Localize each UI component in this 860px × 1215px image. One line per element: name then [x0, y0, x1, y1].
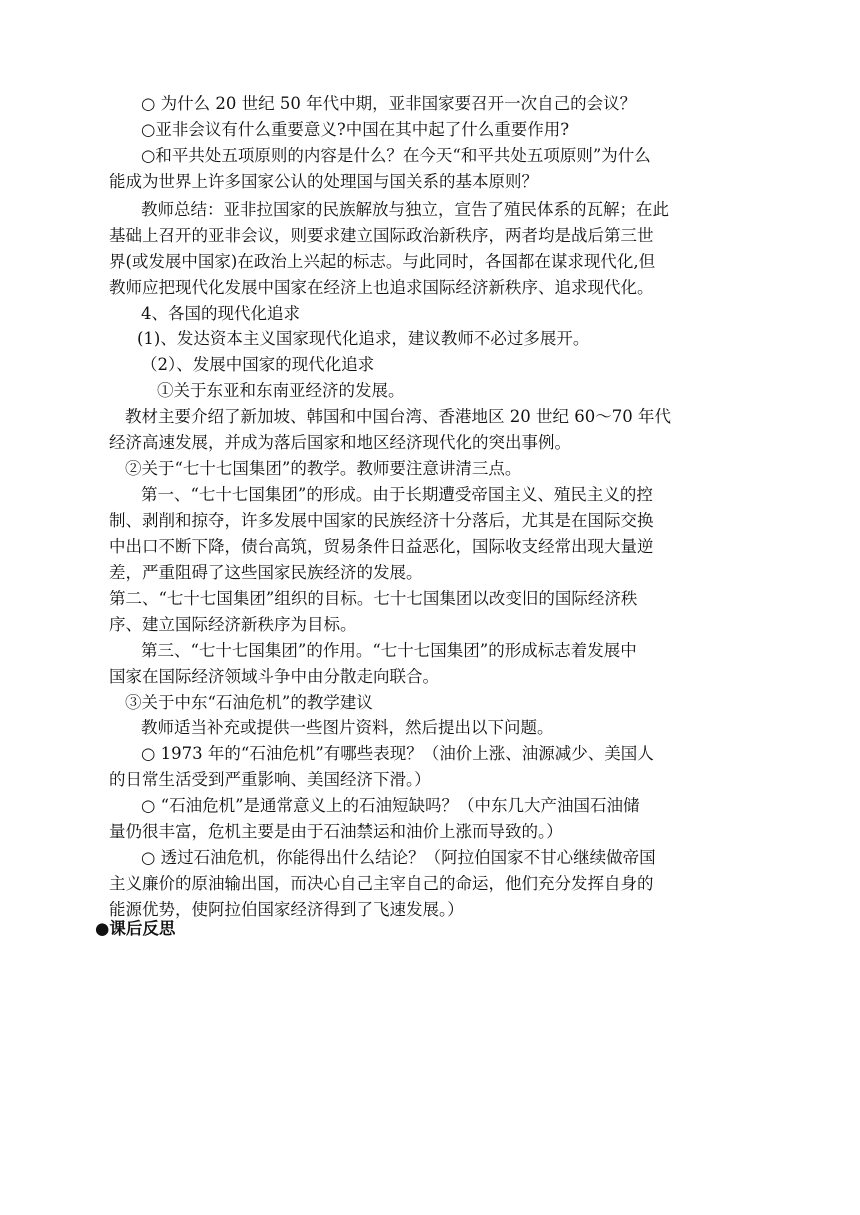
paragraph-line: 差，严重阻碍了这些国家民族经济的发展。 — [109, 563, 423, 582]
paragraph-line: ○ 为什么 20 世纪 50 年代中期，亚非国家要召开一次自己的会议？ — [141, 94, 637, 113]
paragraph-line: ○和平共处五项原则的内容是什么？在今天“和平共处五项原则”为什么 — [141, 146, 651, 165]
paragraph-line: 序、建立国际经济新秩序为目标。 — [109, 615, 357, 634]
paragraph-line: 第一、“七十七国集团”的形成。由于长期遭受帝国主义、殖民主义的控 — [141, 485, 653, 504]
paragraph-line: ○ “石油危机”是通常意义上的石油短缺吗？（中东几大产油国石油储 — [141, 796, 640, 815]
section-heading: ●课后反思 — [95, 919, 176, 938]
paragraph-line: 制、剥削和掠夺，许多发展中国家的民族经济十分落后，尤其是在国际交换 — [109, 511, 654, 530]
paragraph-line: ○ 1973 年的“石油危机”有哪些表现？（油价上涨、油源减少、美国人 — [141, 744, 654, 763]
paragraph-line: ③关于中东“石油危机”的教学建议 — [125, 693, 373, 712]
paragraph-line: ①关于东亚和东南亚经济的发展。 — [157, 381, 405, 400]
paragraph-line: 中出口不断下降，债台高筑，贸易条件日益恶化，国际收支经常出现大量逆 — [109, 537, 654, 556]
paragraph-line: 教师适当补充或提供一些图片资料，然后提出以下问题。 — [141, 718, 554, 737]
paragraph-line: 国家在国际经济领域斗争中由分散走向联合。 — [109, 667, 439, 686]
paragraph-line: 主义廉价的原油输出国，而决心自己主宰自己的命运，他们充分发挥自身的 — [109, 874, 654, 893]
paragraph-line: 第三、“七十七国集团”的作用。“七十七国集团”的形成标志着发展中 — [141, 641, 637, 660]
paragraph-line: 教材主要介绍了新加坡、韩国和中国台湾、香港地区 20 世纪 60～70 年代 — [125, 407, 671, 426]
paragraph-line: 教师应把现代化发展中国家在经济上也追求国际经济新秩序、追求现代化。 — [109, 278, 654, 297]
section-title: 4、各国的现代化追求 — [141, 304, 300, 323]
paragraph-line: ②关于“七十七国集团”的教学。教师要注意讲清三点。 — [125, 459, 522, 478]
paragraph-line: 量仍很丰富，危机主要是由于石油禁运和油价上涨而导致的。） — [109, 822, 563, 841]
paragraph-line: 基础上召开的亚非会议，则要求建立国际政治新秩序，两者均是战后第三世 — [109, 226, 654, 245]
paragraph-line: 教师总结：亚非拉国家的民族解放与独立，宣告了殖民体系的瓦解；在此 — [141, 200, 669, 219]
paragraph-line: 第二、“七十七国集团”组织的目标。七十七国集团以改变旧的国际经济秩 — [109, 589, 638, 608]
paragraph-line: 能成为世界上许多国家公认的处理国与国关系的基本原则？ — [109, 172, 538, 191]
paragraph-line: ○ 透过石油危机，你能得出什么结论？（阿拉伯国家不甘心继续做帝国 — [141, 848, 656, 867]
paragraph-line: 经济高速发展，并成为落后国家和地区经济现代化的突出事例。 — [109, 433, 571, 452]
paragraph-line: 的日常生活受到严重影响、美国经济下滑。） — [109, 770, 431, 789]
paragraph-line: 界(或发展中国家)在政治上兴起的标志。与此同时，各国都在谋求现代化,但 — [109, 252, 656, 271]
paragraph-line: (1)、发达资本主义国家现代化追求，建议教师不必过多展开。 — [137, 329, 590, 348]
paragraph-line: ○亚非会议有什么重要意义?中国在其中起了什么重要作用? — [141, 120, 570, 139]
paragraph-line: （2）、发展中国家的现代化追求 — [141, 355, 375, 374]
paragraph-line: 能源优势，使阿拉伯国家经济得到了飞速发展。） — [109, 900, 464, 919]
